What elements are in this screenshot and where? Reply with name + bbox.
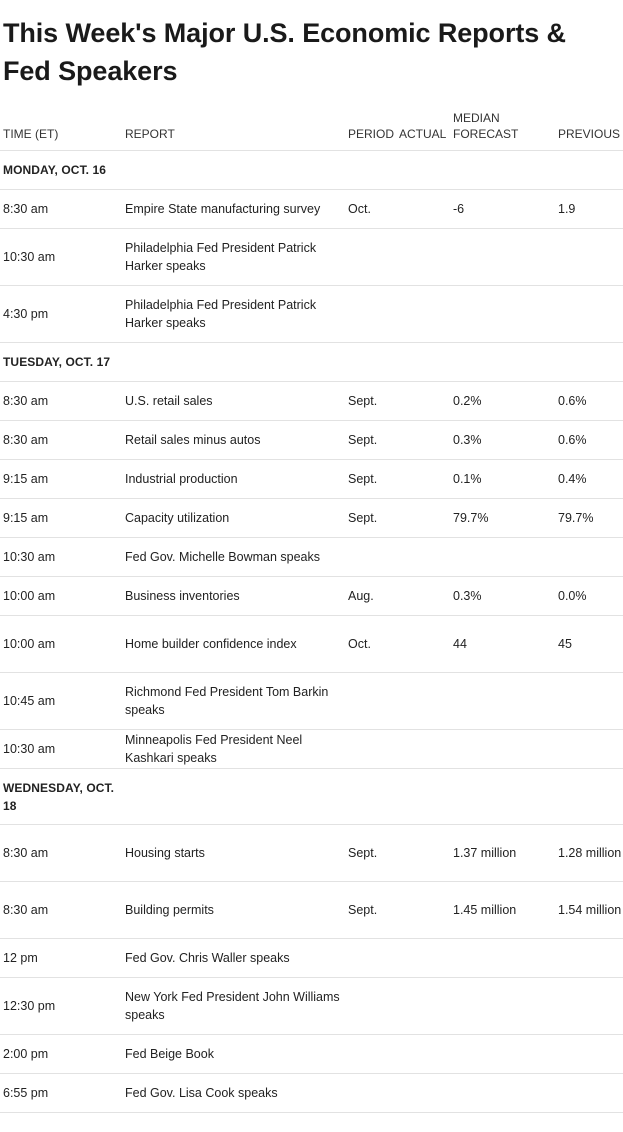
cell-median (450, 1074, 555, 1113)
cell-previous: 1.54 million (555, 882, 623, 939)
cell-period (345, 286, 396, 343)
cell-median: 0.3% (450, 577, 555, 616)
cell-time: 12:30 pm (0, 978, 122, 1035)
page (0, 14, 623, 1113)
cell-median (450, 229, 555, 286)
cell-median (450, 286, 555, 343)
table-header-row (0, 110, 623, 151)
cell-period: Sept. (345, 499, 396, 538)
cell-time: 10:30 am (0, 730, 122, 769)
cell-median (450, 673, 555, 730)
cell-previous (555, 939, 623, 978)
table-row (0, 382, 623, 421)
cell-median (450, 978, 555, 1035)
cell-report: Retail sales minus autos (122, 421, 345, 460)
cell-previous: 0.6% (555, 421, 623, 460)
header-time: TIME (ET) (0, 110, 122, 151)
table-row (0, 421, 623, 460)
table-row (0, 978, 623, 1035)
cell-report: Fed Gov. Michelle Bowman speaks (122, 538, 345, 577)
cell-previous (555, 673, 623, 730)
cell-period (345, 939, 396, 978)
table-row (0, 460, 623, 499)
day-cell (0, 769, 623, 825)
cell-actual (396, 286, 450, 343)
economic-calendar-table (0, 110, 623, 1113)
cell-actual (396, 577, 450, 616)
cell-time: 8:30 am (0, 421, 122, 460)
day-cell (0, 151, 623, 190)
cell-time: 10:30 am (0, 538, 122, 577)
cell-actual (396, 616, 450, 673)
cell-time: 8:30 am (0, 882, 122, 939)
table-row (0, 825, 623, 882)
cell-time: 8:30 am (0, 190, 122, 229)
cell-time: 9:15 am (0, 460, 122, 499)
cell-median (450, 730, 555, 769)
cell-report: New York Fed President John Williams speaks (122, 978, 345, 1035)
cell-period (345, 538, 396, 577)
cell-report: Fed Gov. Chris Waller speaks (122, 939, 345, 978)
day-header-row (0, 343, 623, 382)
table-row (0, 1035, 623, 1074)
cell-time: 9:15 am (0, 499, 122, 538)
cell-previous (555, 538, 623, 577)
cell-time: 12 pm (0, 939, 122, 978)
cell-actual (396, 499, 450, 538)
table-row (0, 538, 623, 577)
cell-time: 10:45 am (0, 673, 122, 730)
cell-actual (396, 825, 450, 882)
header-period: PERIOD (345, 110, 396, 151)
cell-actual (396, 229, 450, 286)
table-row (0, 882, 623, 939)
cell-median: 44 (450, 616, 555, 673)
table-row (0, 616, 623, 673)
cell-previous: 79.7% (555, 499, 623, 538)
day-header-row (0, 769, 623, 825)
cell-time: 2:00 pm (0, 1035, 122, 1074)
cell-report: Home builder confidence index (122, 616, 345, 673)
table-row (0, 229, 623, 286)
cell-median (450, 1035, 555, 1074)
day-header-row (0, 151, 623, 190)
cell-period (345, 1035, 396, 1074)
cell-report: Philadelphia Fed President Patrick Harker speaks (122, 229, 345, 286)
cell-median: 0.1% (450, 460, 555, 499)
cell-time: 10:30 am (0, 229, 122, 286)
table-row (0, 673, 623, 730)
cell-median: 0.3% (450, 421, 555, 460)
cell-previous (555, 730, 623, 769)
cell-period: Aug. (345, 577, 396, 616)
cell-period (345, 673, 396, 730)
cell-period: Sept. (345, 882, 396, 939)
cell-previous (555, 1035, 623, 1074)
cell-previous (555, 286, 623, 343)
cell-actual (396, 978, 450, 1035)
cell-period (345, 978, 396, 1035)
cell-actual (396, 382, 450, 421)
cell-time: 8:30 am (0, 825, 122, 882)
cell-report: Building permits (122, 882, 345, 939)
cell-report: Housing starts (122, 825, 345, 882)
day-cell (0, 343, 623, 382)
cell-report: Fed Beige Book (122, 1035, 345, 1074)
table-row (0, 286, 623, 343)
day-label: TUESDAY, OCT. 17 (3, 355, 111, 369)
cell-period (345, 730, 396, 769)
cell-time: 8:30 am (0, 382, 122, 421)
cell-time: 10:00 am (0, 577, 122, 616)
cell-median: -6 (450, 190, 555, 229)
table-row (0, 1074, 623, 1113)
header-report: REPORT (122, 110, 345, 151)
cell-median (450, 538, 555, 577)
day-label: WEDNESDAY, OCT. 18 (3, 780, 115, 813)
cell-period: Oct. (345, 190, 396, 229)
table-row (0, 730, 623, 769)
table-row (0, 577, 623, 616)
cell-period (345, 229, 396, 286)
cell-previous: 0.6% (555, 382, 623, 421)
cell-previous: 0.0% (555, 577, 623, 616)
cell-actual (396, 1035, 450, 1074)
cell-report: Philadelphia Fed President Patrick Harker speaks (122, 286, 345, 343)
cell-report: Richmond Fed President Tom Barkin speaks (122, 673, 345, 730)
cell-median: 1.37 million (450, 825, 555, 882)
cell-previous (555, 1074, 623, 1113)
cell-report: Fed Gov. Lisa Cook speaks (122, 1074, 345, 1113)
cell-period: Oct. (345, 616, 396, 673)
cell-previous: 45 (555, 616, 623, 673)
header-actual: ACTUAL (396, 110, 450, 151)
cell-previous: 1.28 million (555, 825, 623, 882)
cell-previous: 1.9 (555, 190, 623, 229)
cell-period (345, 1074, 396, 1113)
cell-period: Sept. (345, 460, 396, 499)
cell-time: 4:30 pm (0, 286, 122, 343)
cell-median: 79.7% (450, 499, 555, 538)
cell-report: Minneapolis Fed President Neel Kashkari speaks (122, 730, 345, 769)
page-title: This Week's Major U.S. Economic Reports & Fed Speakers (3, 18, 566, 86)
cell-actual (396, 882, 450, 939)
cell-previous (555, 978, 623, 1035)
cell-report: Empire State manufacturing survey (122, 190, 345, 229)
cell-report: Business inventories (122, 577, 345, 616)
table-row (0, 939, 623, 978)
table-body (0, 151, 623, 1113)
cell-actual (396, 939, 450, 978)
cell-period: Sept. (345, 382, 396, 421)
day-label: MONDAY, OCT. 16 (3, 163, 107, 177)
table-row (0, 499, 623, 538)
cell-actual (396, 1074, 450, 1113)
cell-period: Sept. (345, 825, 396, 882)
cell-actual (396, 730, 450, 769)
header-previous: PREVIOUS (555, 110, 623, 151)
cell-actual (396, 421, 450, 460)
cell-report: Capacity utilization (122, 499, 345, 538)
header-median-forecast: MEDIAN FORECAST (450, 110, 555, 151)
cell-previous: 0.4% (555, 460, 623, 499)
cell-actual (396, 460, 450, 499)
cell-actual (396, 673, 450, 730)
cell-time: 10:00 am (0, 616, 122, 673)
cell-report: Industrial production (122, 460, 345, 499)
cell-median: 1.45 million (450, 882, 555, 939)
cell-time: 6:55 pm (0, 1074, 122, 1113)
cell-previous (555, 229, 623, 286)
cell-actual (396, 538, 450, 577)
cell-period: Sept. (345, 421, 396, 460)
cell-median (450, 939, 555, 978)
cell-median: 0.2% (450, 382, 555, 421)
cell-report: U.S. retail sales (122, 382, 345, 421)
cell-actual (396, 190, 450, 229)
table-row (0, 190, 623, 229)
